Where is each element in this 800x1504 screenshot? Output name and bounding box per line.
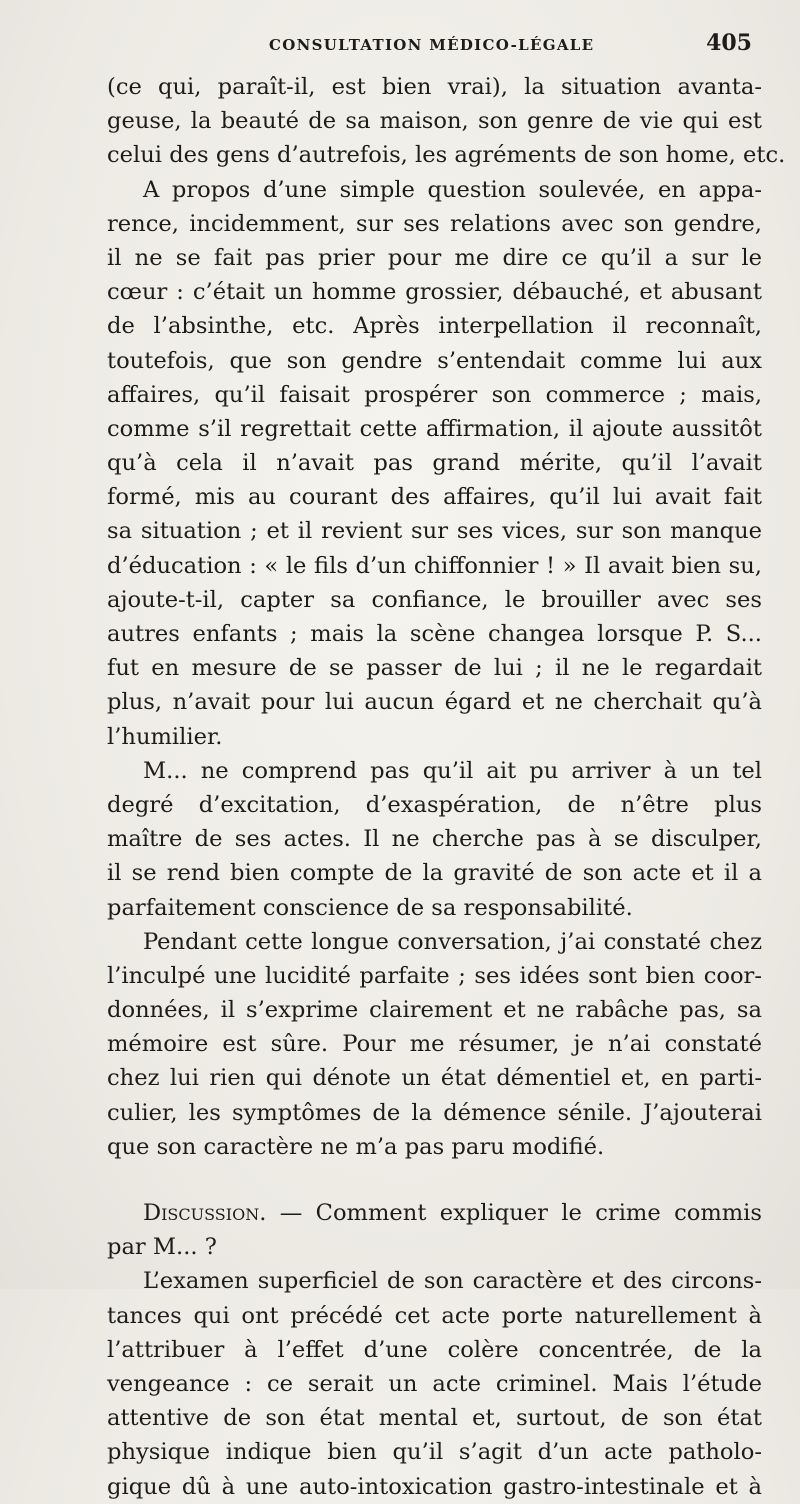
- text-line: Pendant cette longue conversation, j’ai constaté chez: [143, 928, 762, 955]
- text-line: qu’à cela il n’avait pas grand mérite, qu’il l’avait: [107, 450, 762, 477]
- text-line: l’attribuer à l’effet d’une colère concentrée, de la: [107, 1336, 762, 1363]
- running-title: CONSULTATION MÉDICO-LÉGALE: [269, 36, 595, 54]
- discussion-section: [107, 1196, 762, 1264]
- text-line: que son caractère ne m’a pas paru modifié.: [107, 1133, 605, 1160]
- discussion-question: — Comment expliquer le crime commis: [266, 1200, 762, 1226]
- text-line: il se rend bien compte de la gravité de son acte et il a: [107, 860, 762, 887]
- text-line: physique indique bien qu’il s’agit d’un acte patholo-: [107, 1439, 762, 1466]
- paragraph-1: [107, 70, 786, 754]
- text-line: plus, n’avait pour lui aucun égard et ne cherchait qu’à: [107, 689, 762, 716]
- text-line: ajoute-t-il, capter sa confiance, le brouiller avec ses: [107, 586, 762, 613]
- text-line: tances qui ont précédé cet acte porte naturellement à: [107, 1302, 762, 1329]
- text-line: geuse, la beauté de sa maison, son genre de vie qui est: [107, 108, 762, 135]
- section-gap: [107, 1164, 762, 1196]
- text-line: (ce qui, paraît-il, est bien vrai), la situation avanta-: [107, 74, 762, 100]
- text-line: comme s’il regrettait cette affirmation, il ajoute aussitôt: [107, 415, 762, 442]
- paragraph-2: [107, 754, 762, 925]
- text-line: autres enfants ; mais la scène changea lorsque P. S...: [107, 621, 762, 647]
- running-header: [105, 30, 752, 60]
- text-line: M... ne comprend pas qu’il ait pu arriver à un tel: [143, 757, 762, 784]
- text-line: fut en mesure de se passer de lui ; il ne le regardait: [107, 655, 762, 682]
- text-line: toutefois, que son gendre s’entendait comme lui aux: [107, 347, 762, 374]
- text-line: rence, incidemment, sur ses relations avec son gendre,: [107, 210, 762, 237]
- text-line: formé, mis au courant des affaires, qu’il lui avait fait: [107, 484, 762, 511]
- text-line: chez lui rien qui dénote un état démentiel et, en parti-: [107, 1065, 762, 1092]
- text-line: d’éducation : « le fils d’un chiffonnier ! » Il avait bien su,: [107, 552, 762, 579]
- text-line: gique dû à une auto-intoxication gastro-intestinale et à: [107, 1473, 762, 1500]
- text-line: celui des gens d’autrefois, les agréments de son home, etc.: [107, 142, 786, 169]
- text-line: A propos d’une simple question soulevée, en appa-: [143, 176, 762, 203]
- text-line: affaires, qu’il faisait prospérer son commerce ; mais,: [107, 381, 762, 408]
- text-line: il ne se fait pas prier pour me dire ce qu’il a sur le: [107, 244, 762, 271]
- page-number: 405: [706, 30, 752, 56]
- text-line: cœur : c’était un homme grossier, débauché, et abusant: [107, 279, 762, 306]
- discussion-heading: Discussion.: [143, 1200, 267, 1226]
- text-line: L’examen superficiel de son caractère et des circons-: [143, 1268, 762, 1295]
- text-line: l’inculpé une lucidité parfaite ; ses idées sont bien coor-: [107, 962, 762, 989]
- text-line: données, il s’exprime clairement et ne rabâche pas, sa: [107, 997, 762, 1024]
- text-line: culier, les symptômes de la démence sénile. J’ajouterai: [107, 1099, 762, 1126]
- text-line: de l’absinthe, etc. Après interpellation il reconnaît,: [107, 313, 762, 340]
- text-line: par M... ?: [107, 1234, 217, 1261]
- paragraph-5: [107, 1264, 762, 1503]
- text-line: l’humilier.: [107, 723, 223, 750]
- text-line: mémoire est sûre. Pour me résumer, je n’ai constaté: [107, 1031, 762, 1058]
- text-line: degré d’excitation, d’exaspération, de n’être plus: [107, 791, 762, 818]
- text-line: vengeance : ce serait un acte criminel. Mais l’étude: [107, 1370, 762, 1397]
- text-line: sa situation ; et il revient sur ses vices, sur son manque: [107, 518, 762, 545]
- text-line: parfaitement conscience de sa responsabilité.: [107, 894, 633, 921]
- paragraph-3: [107, 925, 762, 1164]
- text-line: [107, 1196, 762, 1230]
- text-line: attentive de son état mental et, surtout, de son état: [107, 1405, 762, 1432]
- text-line: maître de ses actes. Il ne cherche pas à se disculper,: [107, 826, 762, 853]
